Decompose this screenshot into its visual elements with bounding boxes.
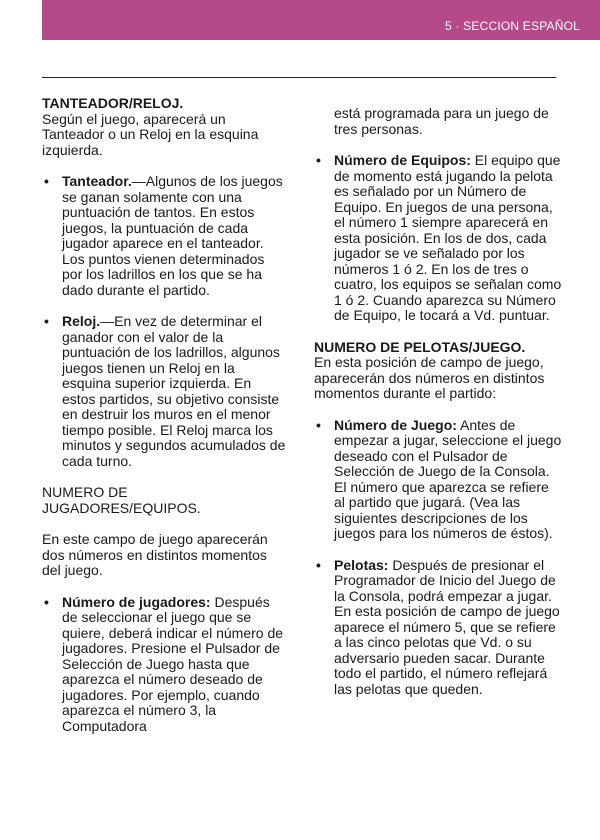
bullet-pelotas xyxy=(314,558,562,698)
header-bar xyxy=(42,0,600,40)
intro-jugadores-equipos: En este campo de juego aparecerán dos números en distintos momentos del juego. xyxy=(42,531,268,578)
text-tanteador: —Algunos de los juegos se ganan solamente con una puntuación de tantos. En estos juegos, la puntuación de cada jugador aparece en el tanteador. Los puntos vienen determinados por los ladrillos en los que se ha dado durante el partido. xyxy=(62,173,283,298)
text-numero-juego: Antes de empezar a jugar, seleccione el juego deseado con el Pulsador de Selección de Juego de la Consola. El número que aparezca se refiere al partido que jugará. (Vea las siguientes descripciones de los juegos para los números de éstos). xyxy=(334,416,562,541)
bullet-numero-jugadores xyxy=(42,595,287,735)
term-pelotas: Pelotas: xyxy=(334,556,389,573)
term-numero-jugadores: Número de jugadores: xyxy=(62,593,211,610)
left-column xyxy=(42,96,287,734)
bullet-tanteador xyxy=(42,174,287,298)
heading-tanteador-reloj: TANTEADOR/RELOJ. xyxy=(42,95,184,111)
term-reloj: Reloj. xyxy=(62,313,101,329)
bullet-dot-icon: • xyxy=(316,556,321,573)
right-column xyxy=(314,106,562,697)
bullet-dot-icon: • xyxy=(44,173,49,189)
term-numero-juego: Número de Juego: xyxy=(334,416,457,433)
term-tanteador: Tanteador. xyxy=(62,173,132,189)
text-numero-jugadores: Después de seleccionar el juego que se quiere, deberá indicar el número de jugadores. Presione el Pulsador de Selección de Juego hasta que aparezca el número deseado de jugadores. Por ejemplo, cuando aparezca el número 3, la Computadora xyxy=(62,593,284,734)
text-numero-equipos: El equipo que de momento está jugando la pelota es señalado por un Número de Equipo. En juegos de una persona, el número 1 siempre aparecerá en esta posición. En los de dos, cada jugador se ve señalado por los números 1 ó 2. En los de tres o cuatro, los equipos se señalan como 1 ó 2. Cuando aparezca su Número de Equipo, le tocará a Vd. puntuar. xyxy=(334,152,562,323)
bullet-numero-juego xyxy=(314,418,562,542)
bullet-dot-icon: • xyxy=(316,416,321,433)
bullet-dot-icon: • xyxy=(44,593,49,610)
term-numero-equipos: Número de Equipos: xyxy=(334,152,471,168)
bullet-dot-icon: • xyxy=(316,152,321,168)
text-pelotas: Después de presionar el Programador de Inicio del Juego de la Consola, podrá empezar a jugar. En esta posición de campo de juego aparece el número 5, que se refiere a las cinco pelotas que Vd. o su adversario pueden sacar. Durante todo el partido, el número reflejará las pelotas que queden. xyxy=(334,556,560,697)
intro-pelotas-juego: En esta posición de campo de juego, aparecerán dos números en distintos momentos durante el partido: xyxy=(314,354,545,401)
text-reloj: —En vez de determinar el ganador con el valor de la puntuación de los ladrillos, algunos juegos tienen un Reloj en la esquina superior izquierda. En estos partidos, su objetivo consiste en destruir los muros en el menor tiempo posible. El Reloj marca los minutos y segundos acumulados de cada turno. xyxy=(62,313,286,469)
bullet-numero-equipos xyxy=(314,153,562,324)
heading-pelotas-juego: NUMERO DE PELOTAS/JUEGO. xyxy=(314,338,526,355)
heading-jugadores-equipos: NUMERO DE JUGADORES/EQUIPOS. xyxy=(42,484,201,516)
bullet-reloj xyxy=(42,314,287,469)
bullet-dot-icon: • xyxy=(44,313,49,329)
header-rule xyxy=(42,77,556,78)
continuation-text: está programada para un juego de tres personas. xyxy=(334,105,549,137)
intro-tanteador-reloj: Según el juego, aparecerá un Tanteador o un Reloj en la esquina izquierda. xyxy=(42,110,259,158)
section-title: 5 · SECCION ESPAÑOL xyxy=(445,19,580,33)
